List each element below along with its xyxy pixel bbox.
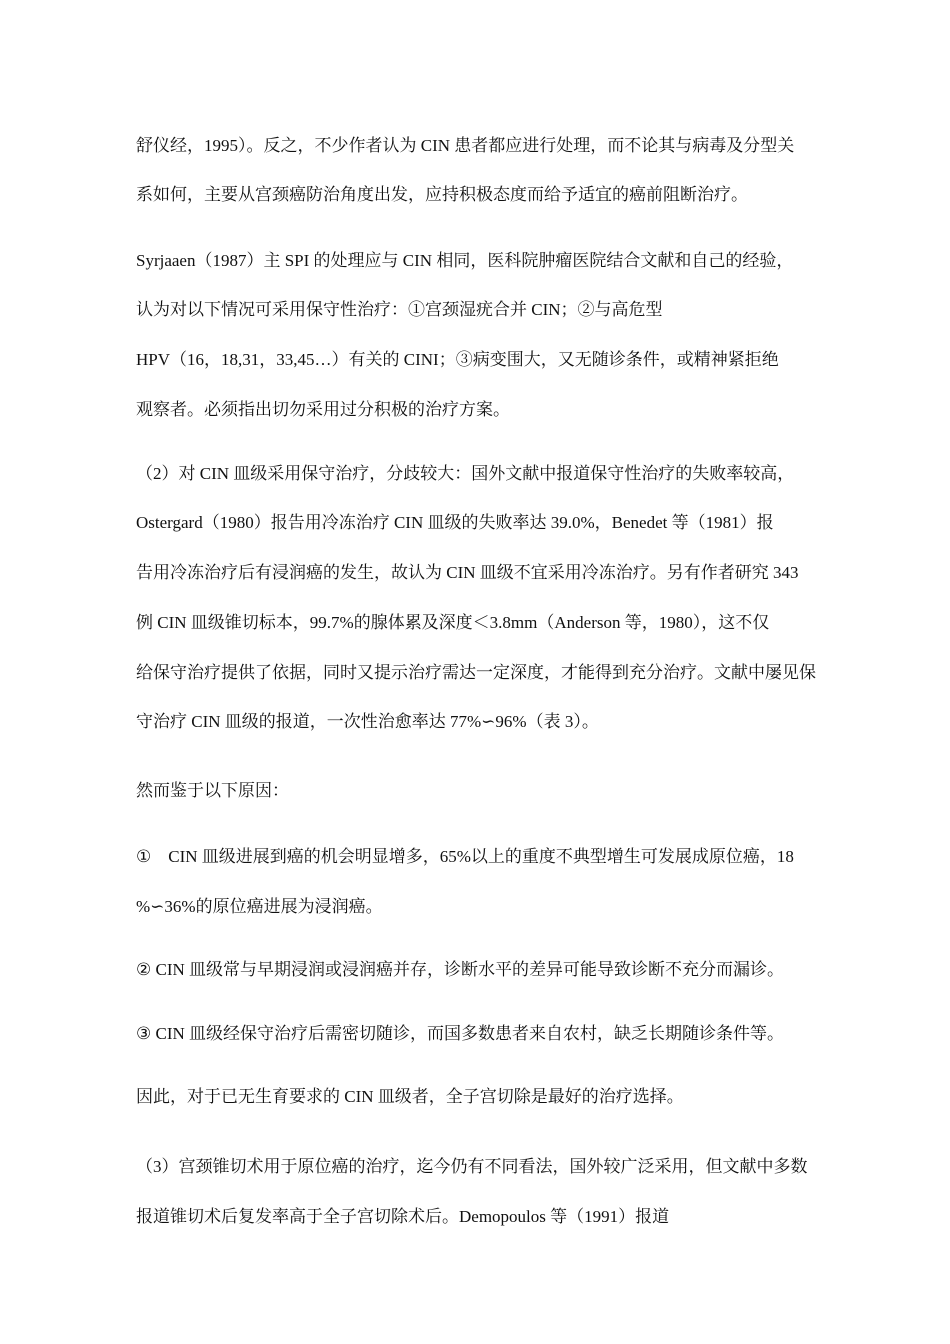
- text-line: 然而鉴于以下原因：: [136, 781, 289, 800]
- text-line: Ostergard（1980）报告用冷冻治疗 CIN 皿级的失败率达 39.0%，Benedet 等（1981）报: [136, 513, 774, 532]
- text-line: 例 CIN 皿级锥切标本，99.7%的腺体累及深度＜3.8mm（Anderson 等，1980），这不仅: [136, 613, 770, 632]
- text-line: 认为对以下情况可采用保守性治疗：①宫颈湿疣合并 CIN；②与高危型: [136, 300, 663, 319]
- text-line: 系如何，主要从宫颈癌防治角度出发，应持积极态度而给予适宜的癌前阻断治疗。: [136, 185, 748, 204]
- text-line: ③ CIN 皿级经保守治疗后需密切随诊，而国多数患者来自农村，缺乏长期随诊条件等。: [136, 1024, 785, 1043]
- text-line: 守治疗 CIN 皿级的报道，一次性治愈率达 77%∽96%（表 3）。: [136, 712, 599, 731]
- text-line: 因此，对于已无生育要求的 CIN 皿级者，全子宫切除是最好的治疗选择。: [136, 1087, 684, 1106]
- text-line: ① CIN 皿级进展到癌的机会明显增多，65%以上的重度不典型增生可发展成原位癌，18: [136, 847, 794, 866]
- text-line: （2）对 CIN 皿级采用保守治疗，分歧较大：国外文献中报道保守性治疗的失败率较高，: [136, 464, 795, 483]
- text-line: Syrjaaen（1987）主 SPI 的处理应与 CIN 相同，医科院肿瘤医院结合文献和自己的经验，: [136, 251, 794, 270]
- text-line: （3）宫颈锥切术用于原位癌的治疗，迄今仍有不同看法，国外较广泛采用，但文献中多数: [136, 1157, 808, 1176]
- text-line: ② CIN 皿级常与早期浸润或浸润癌并存，诊断水平的差异可能导致诊断不充分而漏诊。: [136, 960, 785, 979]
- text-line: HPV（16，18,31，33,45…）有关的 CINI；③病变围大，又无随诊条件，或精神紧拒绝: [136, 350, 779, 369]
- text-line: %∽36%的原位癌进展为浸润癌。: [136, 897, 383, 916]
- text-line: 观察者。必须指出切勿采用过分积极的治疗方案。: [136, 400, 510, 419]
- text-line: 报道锥切术后复发率高于全子宫切除术后。Demopoulos 等（1991）报道: [136, 1207, 670, 1226]
- text-line: 告用冷冻治疗后有浸润癌的发生，故认为 CIN 皿级不宜采用冷冻治疗。另有作者研究 343: [136, 563, 799, 582]
- text-line: 舒仪经，1995）。反之，不少作者认为 CIN 患者都应进行处理，而不论其与病毒及分型关: [136, 136, 795, 155]
- text-line: 给保守治疗提供了依据，同时又提示治疗需达一定深度，才能得到充分治疗。文献中屡见保: [136, 663, 816, 682]
